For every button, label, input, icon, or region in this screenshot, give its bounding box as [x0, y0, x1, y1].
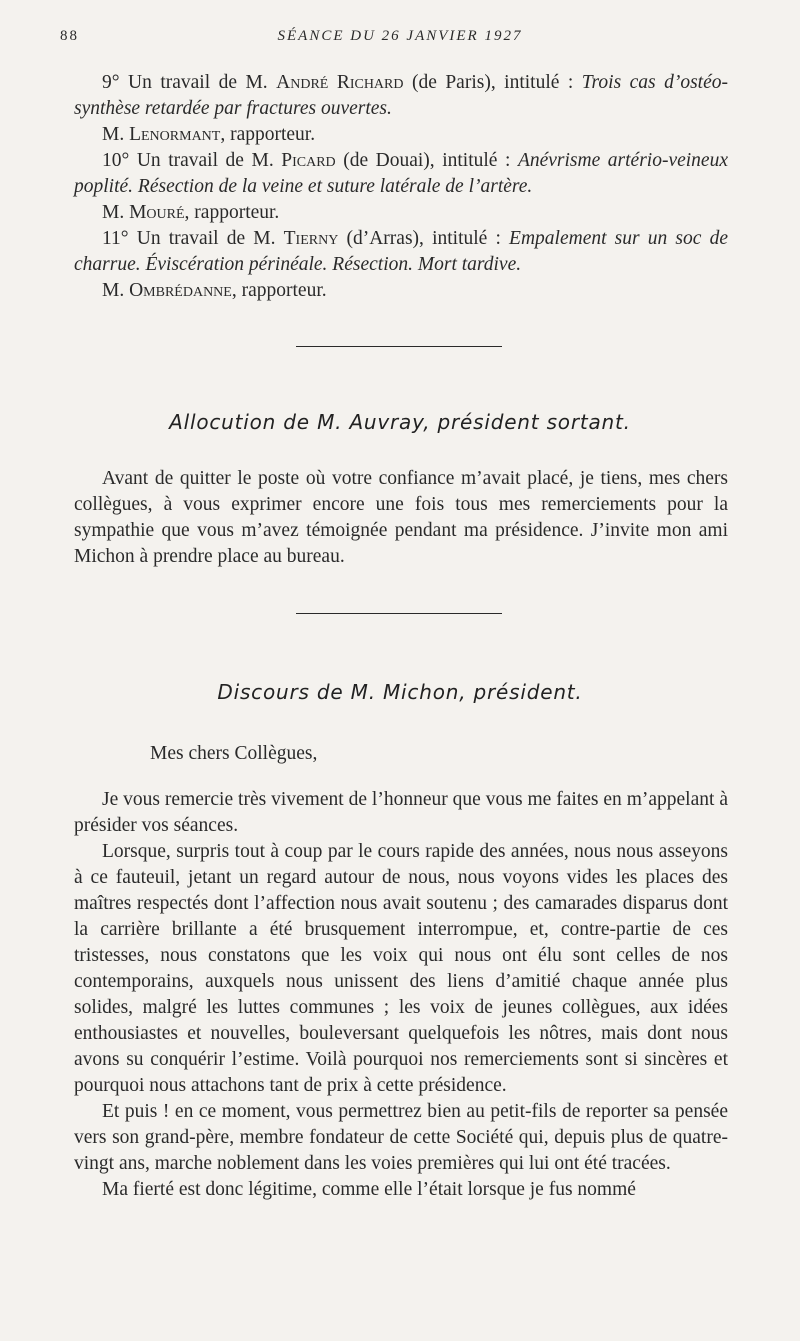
- discours-salutation-block: [74, 741, 728, 767]
- rapporteur-line: M. Lenormant, rapporteur.: [102, 124, 316, 145]
- page-number: 88: [60, 28, 79, 44]
- work-item-10: [74, 148, 728, 226]
- author-name: André Richard: [276, 72, 404, 93]
- author-name: Picard: [281, 150, 336, 171]
- work-title: Anévrisme artério-veineux poplité. Résection de la veine et suture latérale de l’artère.: [74, 150, 728, 197]
- rapporteur-line: M. Ombrédanne, rapporteur.: [102, 280, 327, 301]
- work-entry: 10° Un travail de M. Picard (de Douai), intitulé : Anévrisme artério-veineux poplité. Résection de la veine et suture latérale de l’artère.: [74, 150, 728, 197]
- discours-paragraph-3: Et puis ! en ce moment, vous permettrez bien au petit-fils de reporter sa pensée vers son grand-père, membre fondateur de cette Société qui, depuis plus de quatre-vingt ans, marche noblement dans les voies premières qui lui ont été tracées.: [74, 1101, 728, 1174]
- section-divider: [296, 346, 502, 347]
- salutation: Mes chers Collègues,: [150, 743, 318, 764]
- rapporteur-name: Lenormant: [129, 124, 221, 145]
- work-entry: 11° Un travail de M. Tierny (d’Arras), intitulé : Empalement sur un soc de charrue. Éviscération périnéale. Résection. Mort tardive.: [74, 228, 728, 275]
- discours-body: [74, 787, 728, 1203]
- discours-title: Discours de M. Michon, président.: [217, 680, 583, 704]
- work-title: Trois cas d’ostéosynthèse retardée par fractures ouvertes.: [74, 72, 729, 119]
- allocution-body: [74, 466, 728, 570]
- discours-paragraph-2: Lorsque, surpris tout à coup par le cours rapide des années, nous nous asseyons à ce fauteuil, jetant un regard autour de nous, nous voyons vides les places des maîtres respectés dont l’affection nous avait soutenu ; des camarades disparus dont la carrière brillante a été brusquement interrompue, et, contre-partie de ces tristesses, nous constatons que les voix qui nous ont élu sont celles de nos contemporains, auxquels nous unissent des liens d’amitié chaque année plus solides, malgré les luttes communes ; les voix de jeunes collègues, aux idées enthousiastes et nouvelles, bouleversant quelquefois les nôtres, mais dont nous avons su conquérir l’estime. Voilà pourquoi nos remerciements sont si sincères et pourquoi nous attachons tant de prix à cette présidence.: [74, 841, 728, 1096]
- author-name: Tierny: [283, 228, 339, 249]
- rapporteur-name: Ombrédanne: [129, 280, 232, 301]
- running-title: SÉANCE DU 26 JANVIER 1927: [277, 28, 523, 44]
- work-item-9: [74, 70, 728, 148]
- work-title: Empalement sur un soc de charrue. Éviscération périnéale. Résection. Mort tardive.: [74, 228, 728, 275]
- work-item-11: [74, 226, 728, 304]
- rapporteur-name: Mouré: [129, 202, 185, 223]
- running-header: [60, 28, 740, 52]
- section-divider: [296, 613, 502, 614]
- discours-paragraph-4: Ma fierté est donc légitime, comme elle l’était lorsque je fus nommé: [102, 1179, 636, 1200]
- rapporteur-line: M. Mouré, rapporteur.: [102, 202, 280, 223]
- discours-paragraph-1: Je vous remercie très vivement de l’honneur que vous me faites en m’appelant à présider vos séances.: [74, 789, 728, 836]
- allocution-paragraph: Avant de quitter le poste où votre confiance m’avait placé, je tiens, mes chers collègues, à vous exprimer encore une fois tous mes remerciements pour la sympathie que vous m’avez témoignée pendant ma présidence. J’invite mon ami Michon à prendre place au bureau.: [74, 468, 728, 567]
- work-entry: 9° Un travail de M. André Richard (de Paris), intitulé : Trois cas d’ostéosynthèse retardée par fractures ouvertes.: [74, 72, 729, 119]
- allocution-title: Allocution de M. Auvray, président sortant.: [169, 410, 631, 434]
